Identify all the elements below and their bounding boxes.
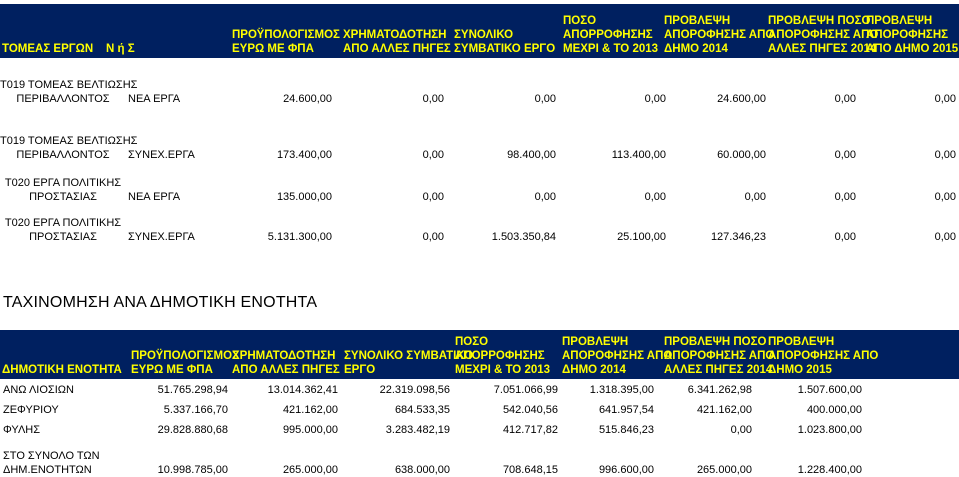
table1-value-cell: 0,00: [934, 231, 956, 243]
table1-value-cell: 24.600,00: [283, 93, 332, 105]
text-line: ΠΡΟΫΠΟΛΟΓΙΣΜΟΣ: [232, 29, 340, 41]
table2-value-cell: 641.957,54: [598, 404, 654, 416]
table1-header-cell: [232, 28, 340, 56]
text-line: Τ019 ΤΟΜΕΑΣ ΒΕΛΤΙΩΣΗΣ: [0, 79, 138, 91]
text-line: ΠΡΟΒΛΕΨΗ ΠΟΣΟ: [664, 336, 767, 348]
text-line: ΑΠΟ ΑΛΛΕΣ ΠΗΓΕΣ: [343, 43, 451, 55]
table1-value-cell: 0,00: [744, 191, 766, 203]
text-line: ΠΡΟΒΛΕΨΗ ΠΟΣΟ: [768, 15, 871, 27]
text-line: ΜΕΧΡΙ & ΤΟ 2013: [563, 43, 659, 55]
text-line: ΑΠΟΡΡΟΦΗΣΗΣ: [563, 29, 653, 41]
table2-header-cell: [131, 349, 239, 377]
table2-value-cell: 10.998.785,00: [157, 464, 228, 476]
table2-value-cell: 684.533,35: [394, 404, 450, 416]
table2-unit-cell: [3, 423, 40, 437]
text-line: ΑΠΟΡΟΦΗΣΗΣ ΑΠΟ: [664, 350, 775, 362]
text-line: Τ020 ΕΡΓΑ ΠΟΛΙΤΙΚΗΣ: [4, 177, 122, 189]
table1-value-cell: 135.000,00: [276, 191, 332, 203]
table2-value-cell: 638.000,00: [394, 464, 450, 476]
table2-value-cell: 421.162,00: [282, 404, 338, 416]
text-line: ΠΟΣΟ: [563, 15, 597, 27]
text-line: ΑΠΟΡΟΦΗΣΗΣ: [866, 29, 949, 41]
table2-value-cell: 421.162,00: [696, 404, 752, 416]
table2-unit-cell: [3, 403, 59, 417]
text-line: ΠΡΟΒΛΕΨΗ: [768, 336, 835, 348]
text-line: ΑΠΟ ΔΗΜΟ 2015: [866, 43, 959, 55]
table1-type-cell: ΣΥΝΕΧ.ΕΡΓΑ: [128, 231, 195, 243]
table1-value-cell: 60.000,00: [717, 149, 766, 161]
text-line: ΧΡΗΜΑΤΟΔΟΤΗΣΗ: [232, 350, 336, 362]
text-line: Τ020 ΕΡΓΑ ΠΟΛΙΤΙΚΗΣ: [4, 217, 122, 229]
table1-header: [0, 4, 959, 58]
text-line: ΠΡΟΒΛΕΨΗ: [562, 336, 629, 348]
text-line: ΑΛΛΕΣ ΠΗΓΕΣ 2014: [768, 43, 877, 55]
text-line: ΑΠΟΡΡΟΦΗΣΗΣ: [455, 350, 545, 362]
text-line: ΣΥΜΒΑΤΙΚΟ ΕΡΓΟ: [454, 43, 556, 55]
table2-value-cell: 6.341.262,98: [687, 384, 752, 396]
table1-value-cell: 0,00: [534, 191, 556, 203]
section-title: ΤΑΧΙΝΟΜΗΣΗ ΑΝΑ ΔΗΜΟΤΙΚΗ ΕΝΟΤΗΤΑ: [3, 294, 318, 311]
table2-header-cell: [664, 335, 774, 377]
text-line: ΠΡΟΣΤΑΣΙΑΣ: [29, 231, 97, 243]
table1-value-cell: 113.400,00: [611, 149, 666, 161]
text-line: ΕΥΡΩ ΜΕ ΦΠΑ: [131, 364, 213, 376]
text-line: ΦΥΛΗΣ: [3, 424, 41, 436]
table2-value-cell: 400.000,00: [806, 404, 862, 416]
text-line: ΠΡΟΫΠΟΛΟΓΙΣΜΟΣ: [131, 350, 239, 362]
table1-sector-cell: [0, 78, 138, 106]
table1-value-cell: 0,00: [834, 93, 856, 105]
table2-value-cell: 13.014.362,41: [267, 384, 338, 396]
table1-value-cell: 0,00: [934, 149, 956, 161]
table2-header-cell: [768, 335, 878, 377]
text-line: Τ019 ΤΟΜΕΑΣ ΒΕΛΤΙΩΣΗΣ: [0, 135, 138, 147]
table2-value-cell: 22.319.098,56: [379, 384, 450, 396]
table2-header-cell: [232, 349, 340, 377]
table2-value-cell: 29.828.880,68: [157, 424, 228, 436]
table2-value-cell: 412.717,82: [502, 424, 558, 436]
table1-value-cell: 1.503.350,84: [491, 231, 556, 243]
table1-value-cell: 5.131.300,00: [267, 231, 332, 243]
table2-value-cell: 5.337.166,70: [163, 404, 228, 416]
table2-value-cell: 265.000,00: [282, 464, 338, 476]
text-line: ΣΥΝΟΛΙΚΟ ΣΥΜΒΑΤΙΚΟ: [344, 350, 474, 362]
table1-header-cell: [563, 14, 658, 56]
text-line: ΑΠΟΡΟΦΗΣΗΣ ΑΠΟ: [664, 29, 775, 41]
text-line: ΖΕΦΥΡΙΟΥ: [3, 404, 59, 416]
text-line: ΕΥΡΩ ΜΕ ΦΠΑ: [232, 43, 314, 55]
table1-header-cell: [866, 14, 958, 56]
text-line: ΧΡΗΜΑΤΟΔΟΤΗΣΗ: [343, 29, 447, 41]
table2-value-cell: 265.000,00: [696, 464, 752, 476]
table1-value-cell: 0,00: [834, 191, 856, 203]
table1-value-cell: 0,00: [644, 191, 666, 203]
text-line: Ν ή Σ: [106, 43, 135, 55]
table2-header-cell: [2, 363, 122, 377]
text-line: ΠΟΣΟ: [455, 336, 489, 348]
table1-value-cell: 0,00: [422, 149, 444, 161]
text-line: ΣΤΟ ΣΥΝΟΛΟ ΤΩΝ: [3, 450, 100, 462]
table2-value-cell: 0,00: [730, 424, 752, 436]
table1-value-cell: 25.100,00: [617, 231, 666, 243]
table2-value-cell: 996.600,00: [598, 464, 654, 476]
text-line: ΔΗΜΟ 2014: [664, 43, 728, 55]
text-line: ΠΡΟΒΛΕΨΗ: [664, 15, 731, 27]
table2-value-cell: 1.507.600,00: [797, 384, 862, 396]
text-line: ΔΗΜΟ 2015: [768, 364, 832, 376]
text-line: ΑΝΩ ΛΙΟΣΙΩΝ: [3, 384, 74, 396]
table1-value-cell: 0,00: [422, 191, 444, 203]
text-line: ΑΠΟ ΑΛΛΕΣ ΠΗΓΕΣ: [232, 364, 340, 376]
text-line: ΠΡΟΣΤΑΣΙΑΣ: [29, 191, 97, 203]
text-line: ΑΠΟΡΟΦΗΣΗΣ ΑΠΟ: [562, 350, 673, 362]
table1-sector-cell: [0, 176, 126, 204]
table2-unit-cell: [3, 383, 74, 397]
text-line: ΔΗΜΟ 2014: [562, 364, 626, 376]
table2-value-cell: 51.765.298,94: [157, 384, 228, 396]
table1-value-cell: 0,00: [934, 191, 956, 203]
table1-value-cell: 98.400,00: [507, 149, 556, 161]
table1-sector-cell: [0, 216, 126, 244]
table1-type-cell: ΝΕΑ ΕΡΓΑ: [128, 93, 181, 105]
table2-value-cell: 1.023.800,00: [797, 424, 862, 436]
text-line: ΑΠΟΡΟΦΗΣΗΣ ΑΠΟ: [768, 350, 879, 362]
table1-type-cell: ΝΕΑ ΕΡΓΑ: [128, 191, 181, 203]
text-line: ΤΟΜΕΑΣ ΕΡΓΩΝ: [2, 43, 94, 55]
table1-value-cell: 0,00: [834, 149, 856, 161]
text-line: ΜΕΧΡΙ & ΤΟ 2013: [455, 364, 551, 376]
table2-header: [0, 330, 959, 379]
table1-header-cell: [106, 42, 135, 56]
table1-value-cell: 127.346,23: [710, 231, 766, 243]
text-line: ΠΡΟΒΛΕΨΗ: [866, 15, 933, 27]
text-line: ΔΗΜ.ΕΝΟΤΗΤΩΝ: [3, 464, 92, 476]
table1-header-cell: [664, 14, 774, 56]
text-line: ΑΛΛΕΣ ΠΗΓΕΣ 2014: [664, 364, 773, 376]
table1-value-cell: 0,00: [422, 231, 444, 243]
table1-value-cell: 0,00: [934, 93, 956, 105]
table1-sector-cell: [0, 134, 138, 162]
table2-header-cell: [344, 349, 473, 377]
table2-header-cell: [455, 335, 550, 377]
table1-value-cell: 0,00: [534, 93, 556, 105]
text-line: ΕΡΓΟ: [344, 364, 376, 376]
table2-value-cell: 1.228.400,00: [797, 464, 862, 476]
table1-value-cell: 0,00: [422, 93, 444, 105]
table2-value-cell: 515.846,23: [598, 424, 654, 436]
table2-unit-cell: [3, 449, 100, 477]
table2-value-cell: 995.000,00: [282, 424, 338, 436]
table2-value-cell: 708.648,15: [502, 464, 558, 476]
table1-value-cell: 24.600,00: [717, 93, 766, 105]
table1-type-cell: ΣΥΝΕΧ.ΕΡΓΑ: [128, 149, 195, 161]
text-line: ΔΗΜΟΤΙΚΗ ΕΝΟΤΗΤΑ: [2, 364, 122, 376]
table2-value-cell: 7.051.066,99: [493, 384, 558, 396]
text-line: ΠΕΡΙΒΑΛΛΟΝΤΟΣ: [16, 93, 110, 105]
table2-value-cell: 1.318.395,00: [589, 384, 654, 396]
table1-header-cell: [768, 14, 878, 56]
table1-header-cell: [2, 42, 93, 56]
table1-header-cell: [343, 28, 451, 56]
table1-header-cell: [454, 28, 555, 56]
table2-header-cell: [562, 335, 672, 377]
table2-value-cell: 3.283.482,19: [385, 424, 450, 436]
table2-value-cell: 542.040,56: [502, 404, 558, 416]
text-line: ΠΕΡΙΒΑΛΛΟΝΤΟΣ: [16, 149, 110, 161]
table1-value-cell: 173.400,00: [276, 149, 332, 161]
text-line: ΑΠΟΡΟΦΗΣΗΣ ΑΠΟ: [768, 29, 879, 41]
table1-value-cell: 0,00: [834, 231, 856, 243]
text-line: ΣΥΝΟΛΙΚΟ: [454, 29, 514, 41]
table1-value-cell: 0,00: [644, 93, 666, 105]
